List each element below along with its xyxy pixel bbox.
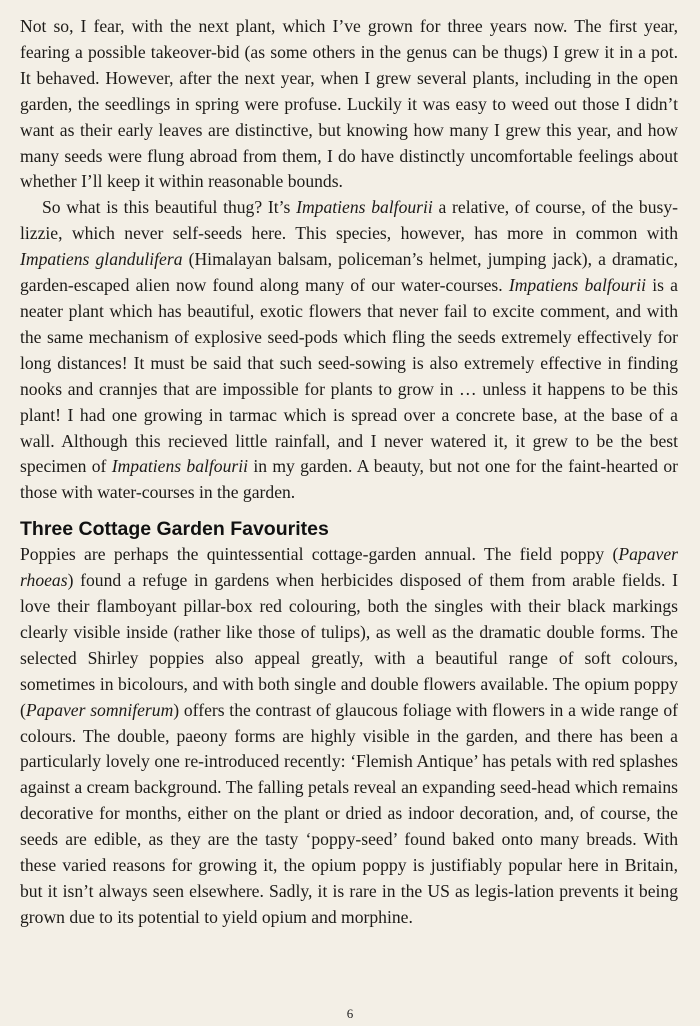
italic-species-name: Impatiens balfourii	[296, 197, 433, 218]
paragraph-text: in my garden. A beauty, but not one for the faint-hearted or those with water-courses in the garden.	[20, 456, 678, 503]
paragraph-text: a relative, of course, of the busy-lizzie, which never self-seeds here. This species, however, has more in common with	[20, 197, 679, 244]
italic-species-name: Impatiens balfourii	[111, 456, 249, 477]
paragraph	[20, 14, 678, 195]
paragraph-text: is a neater plant which has beautiful, exotic flowers that never fail to excite comment, and with the same mechanism of explosive seed-pods which fling the seeds extremely effectively for long distances! It must be said that such seed-sowing is also extremely effective in finding nooks and crannjes that are impossible for plants to grow in … unless it happens to be this plant! I had one growing in tarmac which is spread over a concrete base, at the base of a wall. Although this recieved little rainfall, and I never watered it, it grew to be the best specimen of	[20, 275, 678, 477]
paragraph-text: Not so, I fear, with the next plant, which I’ve grown for three years now. The first year, fearing a possible takeover-bid (as some others in the genus can be thugs) I grew it in a pot. It behaved. However, after the next year, when I grew several plants, including in the open garden, the seedlings in spring were profuse. Luckily it was easy to weed out those I didn’t want as their early leaves are distinctive, but knowing how many I grew this year, and how many seeds were flung abroad from them, I do have distinctly uncomfortable feelings about whether I’ll keep it within reasonable bounds.	[20, 16, 678, 192]
paragraph-text: Poppies are perhaps the quintessential cottage-garden annual. The field poppy (	[20, 544, 619, 565]
page-number: 6	[346, 1006, 354, 1021]
italic-species-name: Papaver somniferum	[25, 699, 174, 720]
paragraph-text: So what is this beautiful thug? It’s	[42, 197, 297, 218]
paragraph-text: ) found a refuge in gardens when herbicides disposed of them from arable fields. I love their flamboyant pillar-box red colouring, both the singles with their black markings clearly visible inside (rather like those of tulips), as well as the dramatic double forms. The selected Shirley poppies also appeal greatly, with a beautiful range of soft colours, sometimes in bicolours, and with both single and double flowers available. The opium poppy (	[20, 570, 678, 720]
paragraph-text: (Himalayan balsam, policeman’s helmet, jumping jack), a dramatic, garden-escaped alien now found along many of our water-courses.	[20, 249, 678, 296]
paragraph-text: ) offers the contrast of glaucous foliage with flowers in a wide range of colours. The double, paeony forms are highly visible in the garden, and there has been a particularly lovely one re-introduced recently: ‘Flemish Antique’ has petals with red splashes against a cream background. The falling petals reveal an expanding seed-head which remains decorative for months, either on the plant or dried as indoor decoration, and, of course, the seeds are edible, as they are the tasty ‘poppy-seed’ found baked onto many breads. With these varied reasons for growing it, the opium poppy is justifiably popular here in Britain, but it isn’t always seen elsewhere. Sadly, it is rare in the US as legis-lation prevents it being grown due to its potential to yield opium and morphine.	[20, 699, 678, 927]
section-heading: Three Cottage Garden Favourites	[20, 518, 329, 541]
article-section-poppies	[20, 542, 678, 931]
italic-species-name: Impatiens balfourii	[508, 275, 647, 296]
italic-species-name: Impatiens glandulifera	[20, 249, 183, 270]
article-section-impatiens	[20, 14, 678, 506]
italic-species-name: Papaver rhoeas	[20, 544, 678, 591]
page-body	[20, 14, 678, 931]
paragraph	[20, 542, 678, 931]
paragraph	[20, 195, 678, 506]
